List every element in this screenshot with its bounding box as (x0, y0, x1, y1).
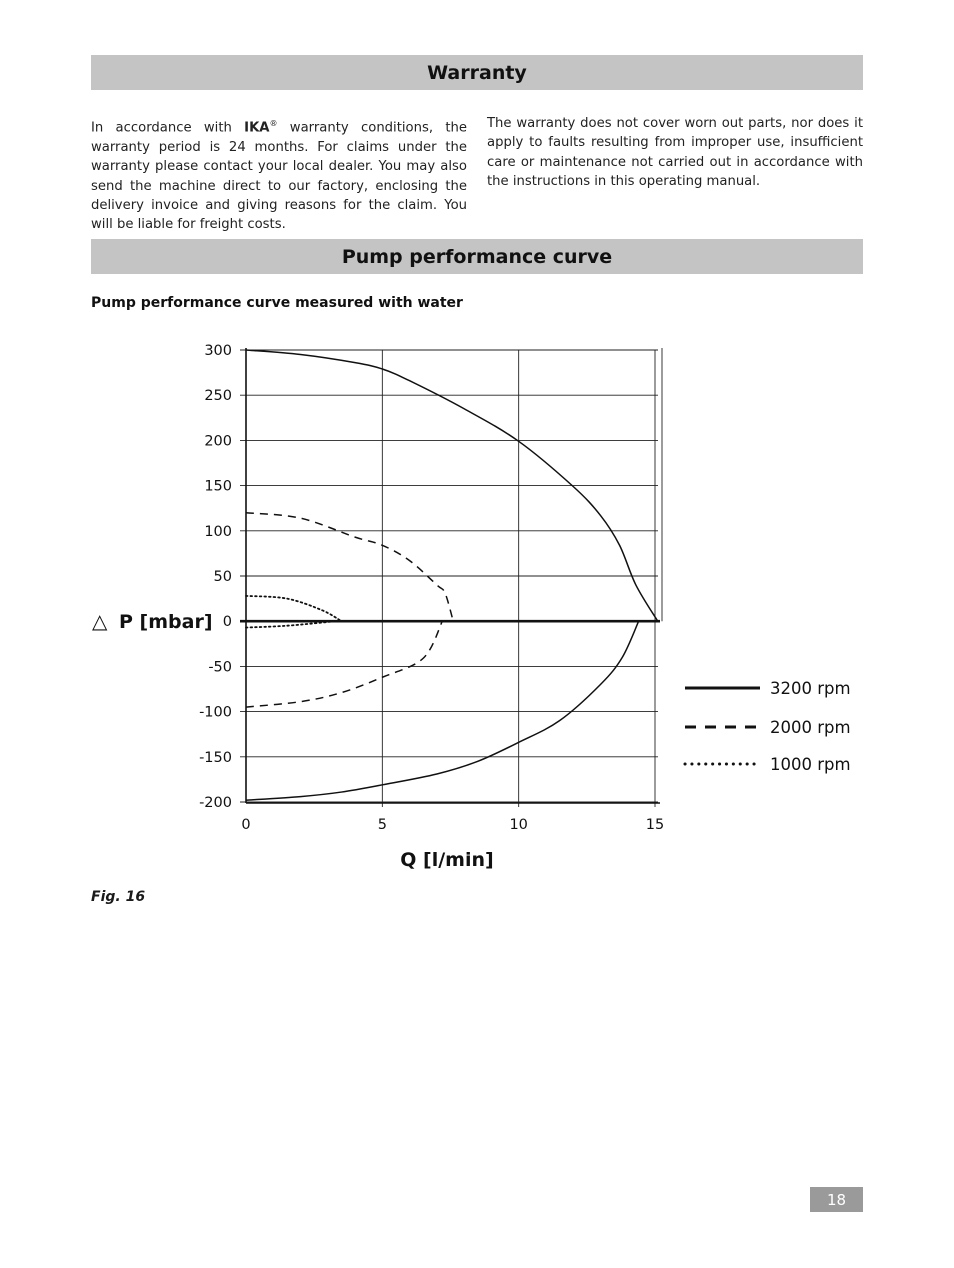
registered-mark: ® (269, 119, 278, 128)
delta-icon: △ (92, 609, 108, 633)
legend-label-1000-rpm: 1000 rpm (770, 755, 851, 774)
y-tick-label: -200 (199, 795, 232, 811)
y-tick-label: 100 (204, 523, 232, 540)
series-3200-rpm-lower-curve (246, 621, 639, 800)
y-tick-label: 200 (204, 433, 232, 450)
legend-label-3200-rpm: 3200 rpm (770, 679, 851, 698)
y-tick-label: 50 (213, 569, 232, 585)
x-axis-label: Q [l/min] (400, 849, 494, 871)
pump-curve-subheading: Pump performance curve measured with water (91, 295, 463, 311)
brand-name: IKA (244, 120, 270, 136)
series-2000-rpm-upper-curve (246, 513, 453, 621)
chart-legend (685, 679, 851, 774)
x-tick-label: 5 (377, 817, 387, 833)
y-tick-label: 0 (222, 614, 232, 631)
y-axis-label: P [mbar] (119, 611, 213, 633)
series-2000-rpm-lower-curve (246, 621, 442, 707)
figure-caption: Fig. 16 (91, 889, 146, 905)
y-tick-label: 300 (204, 343, 232, 359)
x-tick-label: 0 (241, 817, 251, 833)
warranty-text-column-2: The warranty does not cover worn out parts, nor does it apply to faults resulting from improper use, insufficient care or maintenance not carried out in accordance with the instructions in this operating manual. (487, 116, 863, 190)
warranty-heading: Warranty (91, 55, 863, 90)
y-tick-label: -150 (199, 749, 232, 766)
warranty-text-column-1: In accordance with IKA® warranty conditions, the warranty period is 24 months. For claims under the warranty please contact your local dealer. You may also send the machine direct to our factory, enclosing the delivery invoice and giving reasons for the claim. You will be liable for freight costs. (91, 119, 467, 233)
y-tick-label: -50 (208, 659, 232, 676)
legend-label-2000-rpm: 2000 rpm (770, 718, 851, 737)
x-tick-label: 10 (509, 817, 528, 833)
y-tick-label: -100 (199, 704, 232, 721)
y-tick-label: 150 (204, 478, 232, 495)
chart-tick-labels (199, 343, 664, 833)
chart-series (246, 350, 658, 800)
x-tick-label: 15 (645, 817, 665, 833)
pump-curve-heading: Pump performance curve (91, 239, 863, 274)
y-tick-label: 250 (204, 388, 232, 405)
series-1000-rpm-upper-curve (246, 596, 341, 621)
page-number: 18 (810, 1187, 863, 1212)
chart-grid (240, 348, 662, 807)
chart-axes (240, 348, 660, 803)
